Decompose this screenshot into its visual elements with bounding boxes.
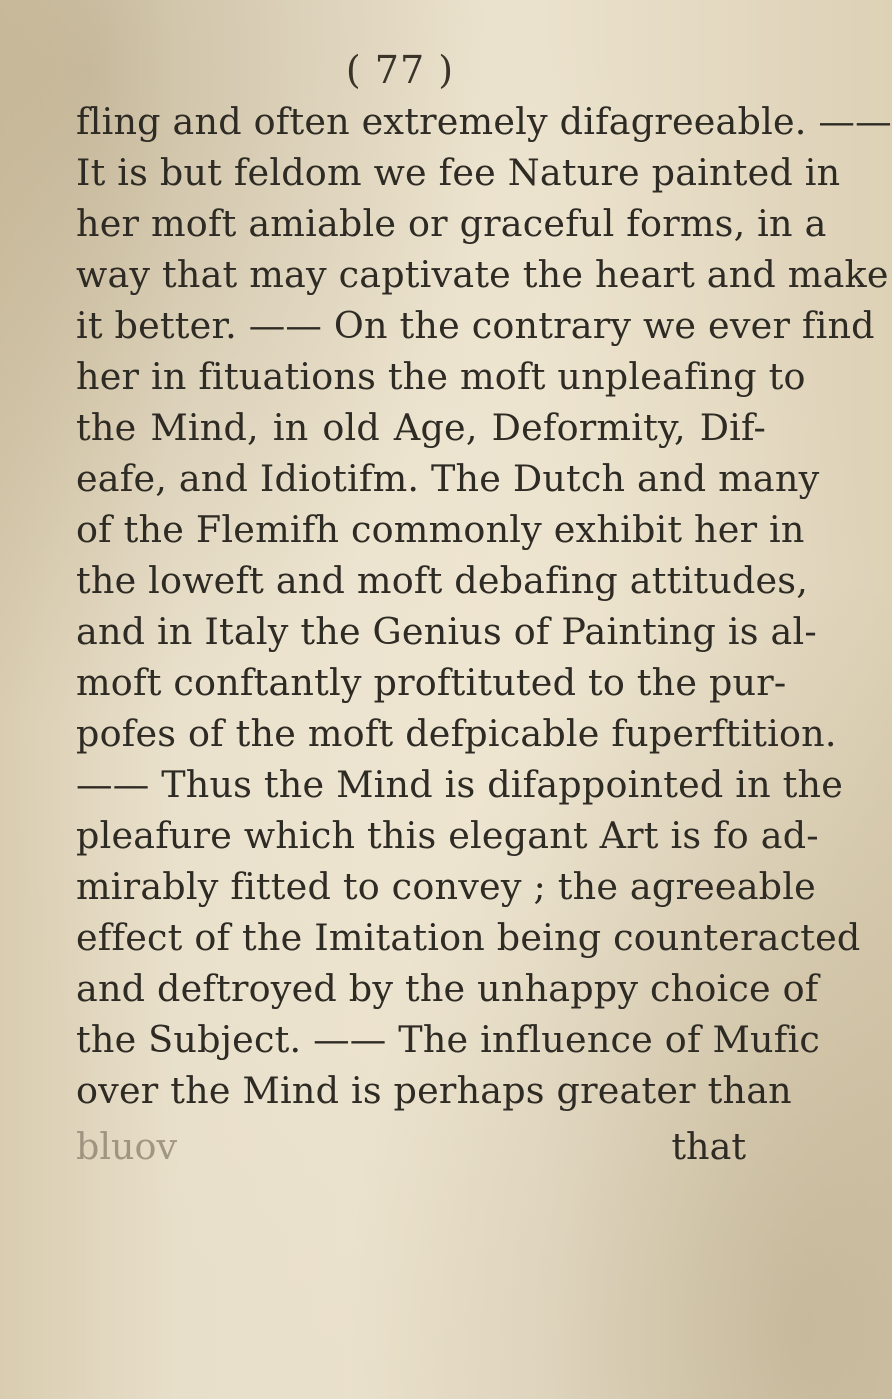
text-line: It is but feldom we fee Nature painted in [76,151,841,194]
body-text [76,96,892,1116]
text-line: eafe, and Idiotifm. The Dutch and many [76,457,820,500]
text-line: and deftroyed by the unhappy choice of [76,967,819,1010]
text-line: way that may captivate the heart and make [76,253,889,296]
text-line: it better. —— On the contrary we ever find [76,304,875,347]
page-number: ( 77 ) [345,48,455,92]
catchword: that [671,1125,746,1168]
text-line: mirably fitted to convey ; the agreeable [76,865,816,908]
text-line: fling and often extremely difagreeable. —— [76,100,892,143]
text-line: her moft amiable or graceful forms, in a [76,202,827,245]
text-line: pofes of the moft defpicable fuperftition. [76,712,837,755]
text-line: effect of the Imitation being counteracted [76,916,861,959]
text-line: her in fituations the moft unpleafing to [76,355,806,398]
text-line: moft conftantly proftituted to the pur- [76,661,787,704]
text-line: and in Italy the Genius of Painting is al- [76,610,817,653]
text-line: —— Thus the Mind is difappointed in the [76,763,843,806]
text-line: pleafure which this elegant Art is fo ad- [76,814,819,857]
catchword-row [76,1121,766,1172]
text-line: over the Mind is perhaps greater than [76,1069,792,1112]
bleed-through-text: bluov [76,1125,178,1168]
text-line: the Subject. —— The influence of Mufic [76,1018,820,1061]
text-line: the loweft and moft debafing attitudes, [76,559,809,602]
text-line: of the Flemifh commonly exhibit her in [76,508,805,551]
text-line: the Mind, in old Age, Deformity, Dif- [76,406,766,449]
